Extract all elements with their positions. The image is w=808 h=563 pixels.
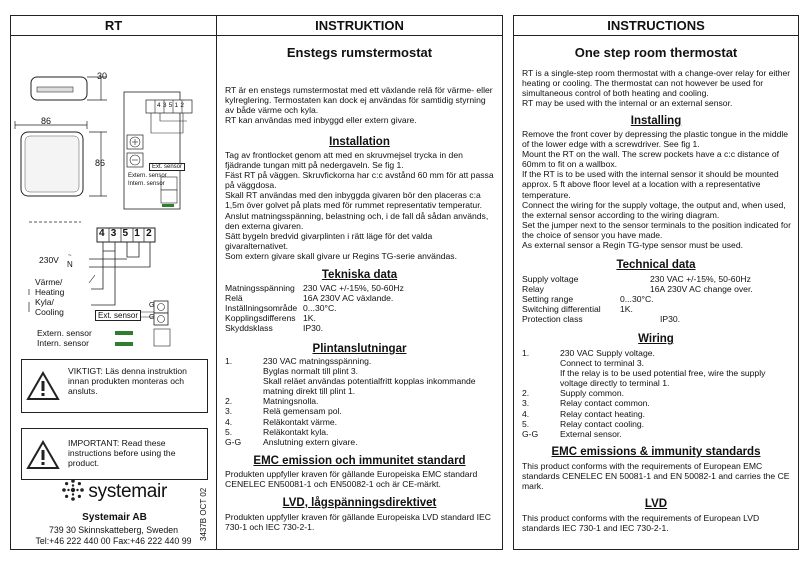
en-emc-title: EMC emissions & immunity standards xyxy=(551,446,761,458)
en-wiring-row: 4. Relay contact heating. xyxy=(522,408,646,419)
dim-30: 30 xyxy=(97,71,108,81)
en-panel xyxy=(513,15,799,550)
logo-text: systemair xyxy=(88,481,168,502)
en-tech-table xyxy=(522,274,753,324)
sv-tech-key: Kopplingsdifferens xyxy=(225,313,296,324)
cooling-label: Cooling xyxy=(35,307,64,317)
warning-text-en: IMPORTANT: Read these instructions before using the product. xyxy=(68,438,176,469)
sv-lvd-title: LVD, lågspänningsdirektivet xyxy=(282,497,437,509)
dim-86-width: 86 xyxy=(41,116,52,126)
en-wiring-row: 5. Relay contact cooling. xyxy=(522,418,645,429)
g1-label: G xyxy=(149,302,155,309)
terminal-labels: 43512 xyxy=(99,228,158,239)
ext-sensor-label: Ext. sensor xyxy=(95,310,141,321)
en-tech-value: 0...30°C. xyxy=(620,294,654,305)
en-tech-key: Switching differential xyxy=(522,304,601,315)
warning-icon xyxy=(26,371,60,401)
warning-icon xyxy=(26,440,60,470)
voltage-label: 230V xyxy=(39,255,59,265)
extern-sensor-label: Extern. sensor xyxy=(37,328,92,338)
sv-tech-key: Matningsspänning xyxy=(225,283,295,293)
en-install-title: Installing xyxy=(630,115,682,127)
sv-plint-title: Plintanslutningar xyxy=(312,343,407,355)
sv-tech-title: Tekniska data xyxy=(321,269,398,281)
en-tech-value: 1K. xyxy=(620,304,633,315)
doc-code: 3437B OCT 02 xyxy=(199,487,208,541)
rt-header: RT xyxy=(11,16,216,36)
cool-label: Kyla/ xyxy=(35,297,54,307)
n-label: N xyxy=(67,260,73,269)
en-lvd-title: LVD xyxy=(644,498,668,510)
en-tech-value: 16A 230V AC change over. xyxy=(650,284,753,295)
en-tech-title: Technical data xyxy=(616,259,696,271)
company-name: Systemair AB xyxy=(82,512,147,523)
sv-tech-value: 0...30°C. xyxy=(303,303,337,314)
rt-panel xyxy=(10,15,217,550)
sv-title: Enstegs rumstermostat xyxy=(286,45,433,60)
thermostat-front-view xyxy=(15,121,107,196)
sv-plint-row: 1. 230 VAC matningsspänning. Byglas normalt till plint 3. Skall reläet användas potentialfritt kopplas inkommande matning direkt till plint 1. xyxy=(225,356,476,397)
intern-sensor-label: Intern. sensor xyxy=(37,338,89,348)
tilde-label: ~ xyxy=(68,253,72,259)
heating-label: Heating xyxy=(35,287,65,297)
en-tech-value: IP30. xyxy=(660,314,681,325)
sv-tech-key: Skyddsklass xyxy=(225,323,273,334)
sv-install-text: Tag av frontlocket genom att med en skruvmejsel trycka in den fjädrande tungan mitt på nedergaveln. Se fig 1. Fäst RT på väggen. Skruvfickorna har c:c avstånd 60 mm för att passa på väggdosa. Skall RT användas med den inbyggda givaren bör den placeras c:a 1,5m över golvet på plats med för rummet representativ temperatur. Anslut matningsspänning, belastning och, i de fall då sådan används, den externa givaren. Sätt bygeln bredvid givarplinten i rätt läge för det valda givaralternativet. Som extern givare skall givare ur Regins TG-serie användas. xyxy=(225,150,494,261)
en-tech-key: Relay xyxy=(522,284,544,295)
sv-plint-list xyxy=(225,356,497,447)
sv-tech-value: IP30. xyxy=(303,323,324,334)
en-tech-key: Supply voltage xyxy=(522,274,579,284)
thermostat-top-view xyxy=(31,77,107,100)
sv-panel xyxy=(216,15,503,550)
en-header: INSTRUCTIONS xyxy=(514,16,798,36)
en-intro: RT is a single-step room thermostat with a change-over relay for either heating or cooling. The thermostat can not however be used for simultaneous control of both heating and cooling. RT may be used with the internal or an external sensor. xyxy=(522,68,791,109)
sv-tech-key: Inställningsområde xyxy=(225,303,298,314)
sv-header: INSTRUKTION xyxy=(217,16,502,36)
logo-icon xyxy=(62,479,84,501)
warning-text-sv: VIKTIGT: Läs denna instruktion innan produkten monteras och ansluts. xyxy=(68,366,187,397)
sv-lvd-text: Produkten uppfyller kraven för gällande Europeiska LVD standard IEC 730-1 och IEC 730-2-1. xyxy=(225,512,491,533)
sv-tech-value: 230 VAC +/-15%, 50-60Hz xyxy=(303,283,404,293)
g2-label: G xyxy=(149,314,155,321)
en-lvd-text: This product conforms with the requirements of European LVD standards IEC 730-1 and IEC 730-2-1. xyxy=(522,513,760,534)
en-wiring-title: Wiring xyxy=(638,333,674,345)
small-extern-sensor-label: Extern. sensor xyxy=(128,173,167,179)
sv-plint-row: 2. Matningsnolla. xyxy=(225,396,319,407)
sv-plint-row: 3. Relä gemensam pol. xyxy=(225,406,342,417)
small-wiring-panel xyxy=(124,92,192,209)
en-emc-text: This product conforms with the requirements of European EMC standards CENELEC EN 50081-1 and EN 50082-1 and carries the CE mark. xyxy=(522,461,790,492)
en-title: One step room thermostat xyxy=(574,45,738,60)
sv-emc-title: EMC emission och immunitet standard xyxy=(253,455,466,467)
small-intern-sensor-label: Intern. sensor xyxy=(128,181,165,187)
sv-tech-value: 1K. xyxy=(303,313,316,324)
en-wiring-row: 3. Relay contact common. xyxy=(522,398,650,409)
small-terminal-labels: 43512 xyxy=(157,102,187,109)
small-ext-sensor-label: Ext. sensor xyxy=(149,163,185,171)
en-install-text: Remove the front cover by depressing the plastic tongue in the middle of the lower edge with a screwdriver. See fig 1. Mount the RT on the wall. The screw pockets have a c:c distance of 60mm to fit on a wallbox. If the RT is to be used with the internal sensor it should be mounted approx. 5 ft above floor level at a location with a representative temperature. Connect the wiring for the supply voltage, the output and, when used, the external sensor according to the wiring diagram. Set the jumper next to the sensor terminals to the position indicated for the choice of sensor you have made. As external sensor a Regin TG-type sensor must be used. xyxy=(522,129,791,251)
sv-tech-key: Relä xyxy=(225,293,243,304)
warning-box-sv xyxy=(21,359,208,413)
sv-tech-value: 16A 230V AC växlande. xyxy=(303,293,394,304)
en-wiring-row: 2. Supply common. xyxy=(522,388,625,399)
company-address: 739 30 Skinnskatteberg, Sweden xyxy=(48,525,179,535)
sv-plint-row: 5. Reläkontakt kyla. xyxy=(225,426,329,437)
sv-plint-row: G-G Anslutning extern givare. xyxy=(225,436,358,447)
dim-86-height: 86 xyxy=(95,158,106,168)
sv-intro: RT är en enstegs rumstermostat med ett växlande relä för värme- eller kylreglering. Termostaten kan dock ej användas för samtidig styrning av både värme och kyla. RT kan användas med inbyggd eller extern givare. xyxy=(225,85,493,126)
en-wiring-row: G-G External sensor. xyxy=(522,428,622,439)
sv-emc-text: Produkten uppfyller kraven för gällande Europeiska EMC standard CENELEC EN50081-1 och EN50082-1 och är CE-märkt. xyxy=(225,469,478,490)
warm-label: Värme/ xyxy=(35,277,63,287)
sv-tech-table xyxy=(225,283,404,333)
en-tech-key: Protection class xyxy=(522,314,583,325)
en-wiring-list xyxy=(522,348,792,439)
warning-box-en xyxy=(21,428,208,480)
company-phone: Tel:+46 222 440 00 Fax:+46 222 440 99 xyxy=(35,536,192,546)
en-tech-key: Setting range xyxy=(522,294,574,305)
en-tech-value: 230 VAC +/-15%, 50-60Hz xyxy=(650,274,751,284)
sv-plint-row: 4. Reläkontakt värme. xyxy=(225,416,338,427)
en-wiring-row: 1. 230 VAC Supply voltage. Connect to terminal 3. If the relay is to be used potential free, wire the supply voltage directly to terminal 1. xyxy=(522,348,766,389)
systemair-logo xyxy=(21,479,208,503)
sv-install-title: Installation xyxy=(329,136,390,148)
